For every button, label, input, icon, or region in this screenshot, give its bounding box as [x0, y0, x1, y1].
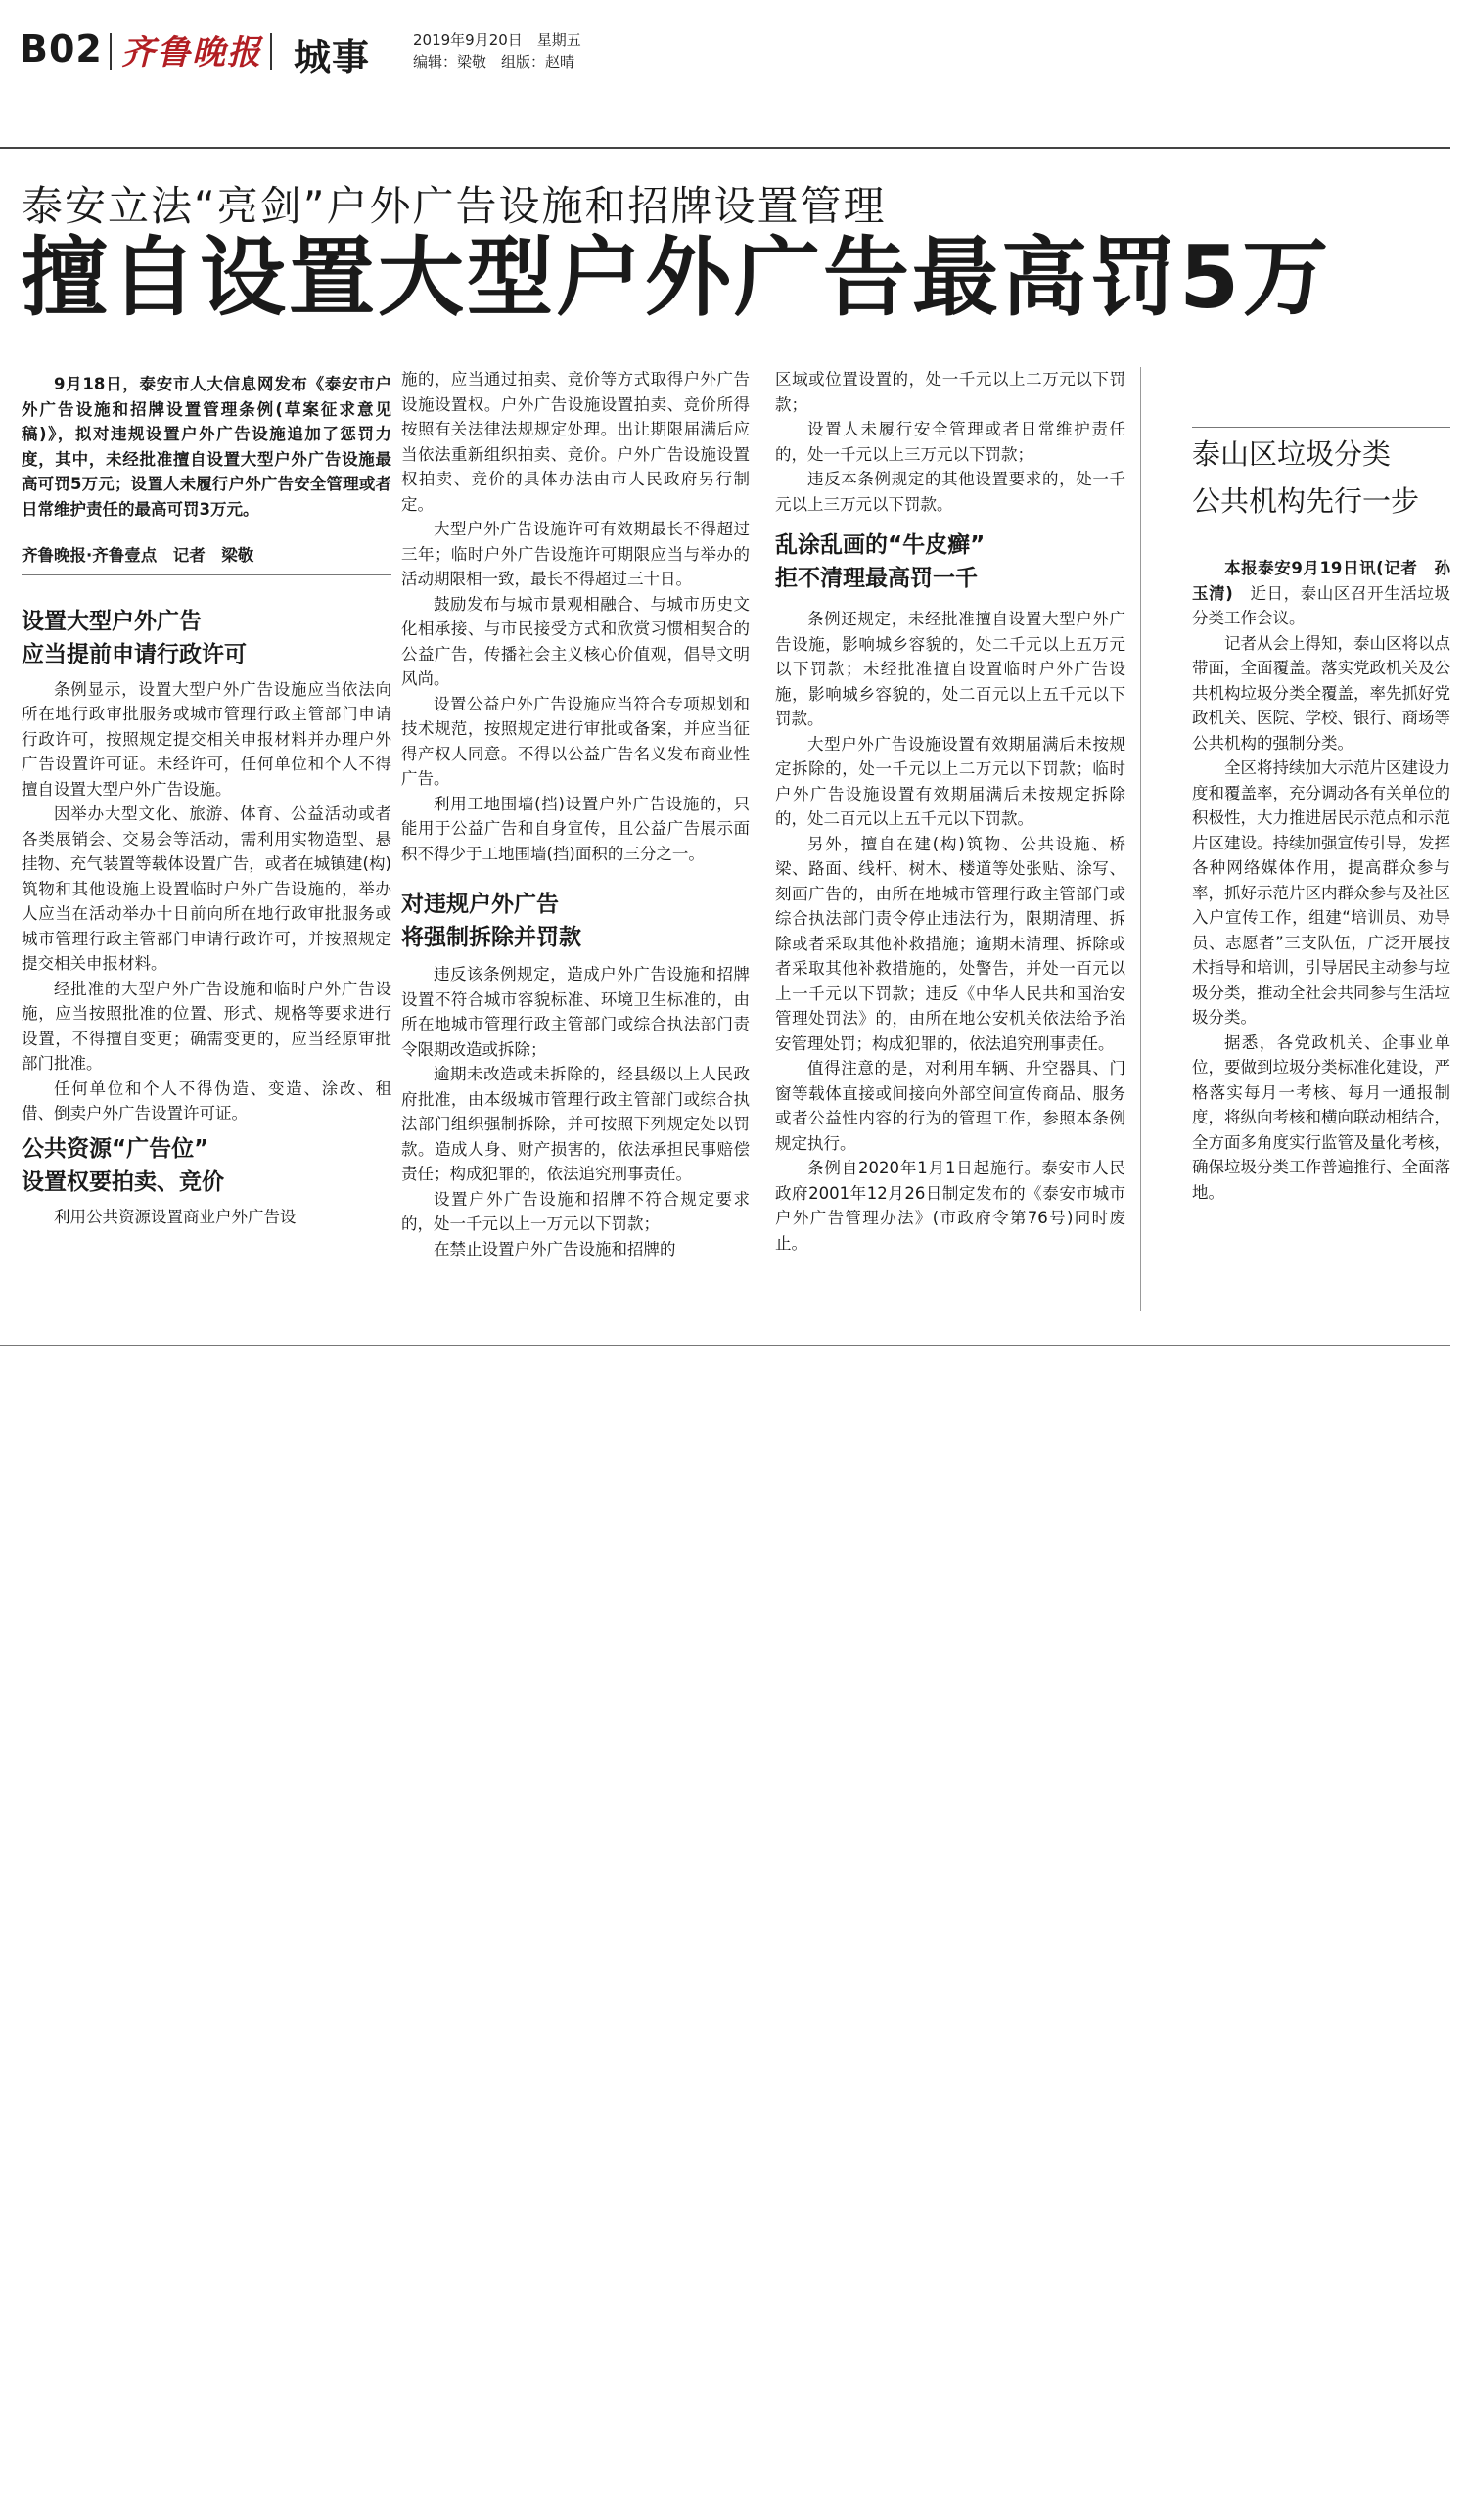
- body-paragraph: 条例自2020年1月1日起施行。泰安市人民政府2001年12月26日制定发布的《泰安市城市户外广告管理办法》(市政府令第76号)同时废止。: [775, 1159, 1125, 1253]
- body-paragraph: 设置户外广告设施和招牌不符合规定要求的，处一千元以上一万元以下罚款；: [401, 1189, 750, 1233]
- body-paragraph: 全区将持续加大示范片区建设力度和覆盖率，充分调动各有关单位的积极性，大力推进居民示范点和示范片区建设。持续加强宣传引导，发挥各种网络媒体作用，提高群众参与率，抓好示范片区内群众参与及社区入户宣传工作，组建“培训员、劝导员、志愿者”三支队伍，广泛开展技术指导和培训，引导居民主动参与垃圾分类，推动全社会共同参与生活垃圾分类。: [1192, 758, 1450, 1027]
- body-paragraph: 经批准的大型户外广告设施和临时户外广告设施，应当按照批准的位置、形式、规格等要求进行设置，不得擅自变更；确需变更的，应当经原审批部门批准。: [22, 979, 391, 1073]
- lede-paragraph: 9月18日，泰安市人大信息网发布《泰安市户外广告设施和招牌设置管理条例(草案征求意见稿)》，拟对违规设置户外广告设施追加了惩罚力度，其中，未经批准擅自设置大型户外广告设施最高可罚5万元；设置人未履行户外广告安全管理或者日常维护责任的最高可罚3万元。: [22, 375, 391, 519]
- section-name: 城事: [294, 36, 371, 79]
- article-kicker: 泰安立法“亮剑”户外广告设施和招牌设置管理: [22, 182, 887, 230]
- body-paragraph: 鼓励发布与城市景观相融合、与城市历史文化相承接、与市民接受方式和欣赏习惯相契合的公益广告，传播社会主义核心价值观，倡导文明风尚。: [401, 594, 750, 688]
- subheading: 设置大型户外广告 应当提前申请行政许可: [22, 608, 247, 667]
- body-paragraph: 利用工地围墙(挡)设置户外广告设施的，只能用于公益广告和自身宣传，且公益广告展示面积不得少于工地围墙(挡)面积的三分之一。: [401, 794, 750, 863]
- sidebar-title: 泰山区垃圾分类: [1192, 437, 1392, 471]
- body-paragraph: 条例显示，设置大型户外广告设施应当依法向所在地行政审批服务或城市管理行政主管部门申请行政许可，按照规定提交相关申报材料并办理户外广告设置许可证。未经许可，任何单位和个人不得擅自设置大型户外广告设施。: [22, 679, 391, 799]
- sidebar-body: [1192, 556, 1450, 1205]
- body-paragraph: 设置公益户外广告设施应当符合专项规划和技术规范，按照规定进行审批或备案，并应当征得产权人同意。不得以公益广告名义发布商业性广告。: [401, 694, 750, 788]
- newspaper-logo: 齐鲁晚报: [121, 33, 262, 72]
- body-paragraph: 设置人未履行安全管理或者日常维护责任的，处一千元以上三万元以下罚款；: [775, 420, 1125, 464]
- header-rule: [0, 147, 1450, 149]
- article-column-3: [775, 367, 1125, 1256]
- date-line: 2019年9月20日 星期五: [413, 31, 581, 49]
- body-paragraph: 条例还规定，未经批准擅自设置大型户外广告设施，影响城乡容貌的，处二千元以上五万元以下罚款；未经批准擅自设置临时户外广告设施，影响城乡容貌的，处二百元以上五千元以下罚款。: [775, 610, 1125, 728]
- article-headline: 擅自设置大型户外广告最高罚5万: [22, 227, 1332, 328]
- sidebar-rule: [1192, 427, 1450, 428]
- editor-line: 编辑：梁敬 组版：赵晴: [413, 53, 575, 70]
- article-column-1: [22, 372, 391, 1229]
- body-paragraph: 据悉，各党政机关、企事业单位，要做到垃圾分类标准化建设，严格落实每月一考核、每月一通报制度，将纵向考核和横向联动相结合，全方面多角度实行监管及量化考核，确保垃圾分类工作普遍推行、全面落地。: [1192, 1032, 1450, 1202]
- article-column-2: [401, 367, 750, 1261]
- body-paragraph: 利用公共资源设置商业户外广告设: [54, 1207, 297, 1226]
- body-paragraph: 值得注意的是，对利用车辆、升空器具、门窗等载体直接或间接向外部空间宣传商品、服务或者公益性内容的行为的管理工作，参照本条例规定执行。: [775, 1059, 1125, 1153]
- byline-rule: [22, 574, 391, 575]
- subheading: 公共资源“广告位” 设置权要拍卖、竞价: [22, 1135, 224, 1195]
- body-paragraph: 记者从会上得知，泰山区将以点带面，全面覆盖。落实党政机关及公共机构垃圾分类全覆盖，率先抓好党政机关、医院、学校、银行、商场等公共机构的强制分类。: [1192, 633, 1450, 753]
- body-paragraph: 任何单位和个人不得伪造、变造、涂改、租借、倒卖户外广告设置许可证。: [22, 1078, 391, 1123]
- body-paragraph: 违反该条例规定，造成户外广告设施和招牌设置不符合城市容貌标准、环境卫生标准的，由所在地城市管理行政主管部门或综合执法部门责令限期改造或拆除；: [401, 965, 750, 1059]
- masthead-divider: [110, 33, 112, 70]
- sidebar-subtitle: 公共机构先行一步: [1192, 484, 1420, 518]
- byline: 齐鲁晚报·齐鲁壹点 记者 梁敬: [22, 546, 254, 565]
- page-bottom-rule: [0, 1345, 1450, 1346]
- body-paragraph: 大型户外广告设施许可有效期最长不得超过三年；临时户外广告设施许可期限应当与举办的活动期限相一致，最长不得超过三十日。: [401, 520, 750, 588]
- masthead-divider: [270, 33, 272, 70]
- body-paragraph: 大型户外广告设施设置有效期届满后未按规定拆除的，处一千元以上二万元以下罚款；临时户外广告设施设置有效期届满后未按规定拆除的，处二百元以上五千元以下罚款。: [775, 734, 1125, 828]
- subheading: 对违规户外广告 将强制拆除并罚款: [401, 892, 581, 950]
- sidebar-divider: [1140, 367, 1141, 1311]
- body-paragraph: 在禁止设置户外广告设施和招牌的: [434, 1239, 676, 1259]
- body-paragraph: 违反本条例规定的其他设置要求的，处一千元以上三万元以下罚款。: [775, 470, 1125, 514]
- body-paragraph: 施的，应当通过拍卖、竞价等方式取得户外广告设施设置权。户外广告设施设置拍卖、竞价所得按照有关法律法规规定处理。出让期限届满后应当依法重新组织拍卖、竞价。户外广告设施设置权拍卖、竞价的具体办法由市人民政府另行制定。: [401, 370, 750, 514]
- body-paragraph: 区域或位置设置的，处一千元以上二万元以下罚款；: [775, 370, 1125, 414]
- sidebar-lead: 本报泰安9月19日讯(记者 孙玉清) 近日，泰山区召开生活垃圾分类工作会议。: [1192, 559, 1451, 627]
- body-paragraph: 另外，擅自在建(构)筑物、公共设施、桥梁、路面、线杆、树木、楼道等处张贴、涂写、刻画广告的，由所在地城市管理行政主管部门或综合执法部门责令停止违法行为，限期清理、拆除或者采取其他补救措施；逾期未清理、拆除或者采取其他补救措施的，处警告，并处一百元以上一千元以下罚款；违反《中华人民共和国治安管理处罚法》的，由所在地公安机关依法给予治安管理处罚；构成犯罪的，依法追究刑事责任。: [775, 834, 1125, 1053]
- body-paragraph: 因举办大型文化、旅游、体育、公益活动或者各类展销会、交易会等活动，需利用实物造型、悬挂物、充气装置等载体设置广告，或者在城镇建(构)筑物和其他设施上设置临时户外广告设施的，举办人应当在活动举办十日前向所在地行政审批服务或城市管理行政主管部门申请行政许可，并按照规定提交相关申报材料。: [22, 804, 391, 973]
- page-number: B02: [20, 27, 103, 70]
- body-paragraph: 逾期未改造或未拆除的，经县级以上人民政府批准，由本级城市管理行政主管部门或综合执法部门组织强制拆除，并可按照下列规定处以罚款。造成人身、财产损害的，依法承担民事赔偿责任；构成犯罪的，依法追究刑事责任。: [401, 1065, 750, 1183]
- subheading: 乱涂乱画的“牛皮癣” 拒不清理最高罚一千: [775, 532, 986, 591]
